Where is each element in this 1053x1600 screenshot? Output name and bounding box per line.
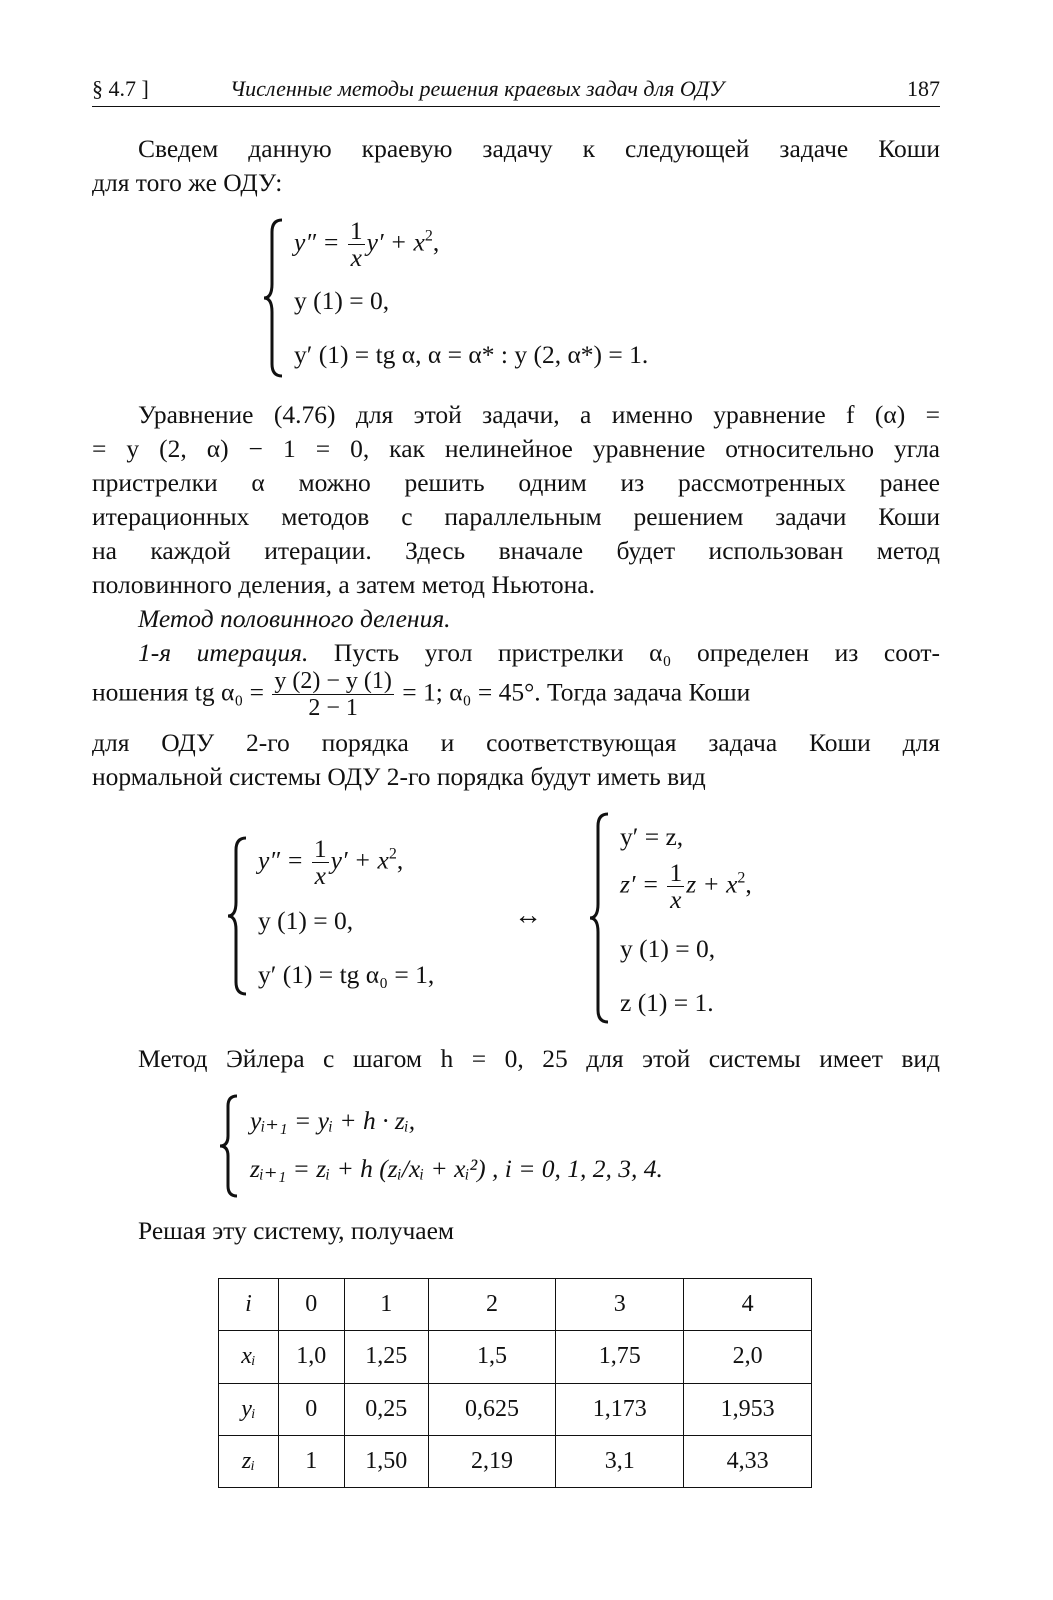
paragraph-2-cont	[92, 432, 940, 602]
text-line: = y (2, α) − 1 = 0, как нелинейное уравнение относительно угла	[92, 434, 940, 463]
table-cell: 0,625	[428, 1383, 556, 1435]
equation-system-2-left	[226, 836, 516, 996]
equation-system-1	[262, 218, 782, 378]
equation-row: y′ (1) = tg α₀ = 1,	[258, 960, 435, 989]
table-cell: 0,25	[344, 1383, 428, 1435]
table-cell: xᵢ	[219, 1331, 279, 1383]
paragraph-3	[92, 636, 940, 670]
paragraph-5: Решая эту систему, получаем	[138, 1216, 455, 1245]
equation-system-2-right	[588, 812, 828, 1024]
table-row	[219, 1331, 812, 1383]
table-row	[219, 1435, 812, 1487]
paragraph-3-cont	[92, 726, 940, 794]
method-heading: Метод половинного деления.	[138, 604, 451, 633]
equation-row: y′ (1) = tg α, α = α* : y (2, α*) = 1.	[294, 340, 649, 369]
table-cell: yᵢ	[219, 1383, 279, 1435]
left-brace	[218, 1094, 240, 1198]
table-cell: 2	[428, 1279, 556, 1331]
text-line: для того же ОДУ:	[92, 168, 283, 197]
text-line: 1-я итерация. Пусть угол пристрелки α₀ определен из соот-	[138, 638, 940, 667]
table-cell: 3	[556, 1279, 684, 1331]
text-line: итерационных методов с параллельным решением задачи Коши	[92, 502, 940, 531]
table-cell: 2,19	[428, 1435, 556, 1487]
equation-row: zᵢ₊₁ = zᵢ + h (zᵢ/xᵢ + xᵢ²) , i = 0, 1, 2, 3, 4.	[250, 1154, 663, 1183]
equivalence-arrow: ↔	[514, 900, 542, 931]
table-cell: 2,0	[684, 1331, 812, 1383]
table-cell: 1	[278, 1435, 344, 1487]
paragraph-2	[92, 398, 940, 432]
equation-row: z (1) = 1.	[620, 988, 714, 1017]
text-line: пристрелки α можно решить одним из рассмотренных ранее	[92, 468, 940, 497]
table-cell: 1,75	[556, 1331, 684, 1383]
table-cell: 1,25	[344, 1331, 428, 1383]
equation-row: y″ = $\frac{1}{x}$ $y' + x^2$,	[258, 834, 404, 890]
table-cell: zᵢ	[219, 1435, 279, 1487]
equation-row: z′ = $\frac{1}{x}$ $z + x^2$,	[620, 858, 752, 914]
page-header	[92, 72, 940, 107]
table-cell: 3,1	[556, 1435, 684, 1487]
text-line: Сведем данную краевую задачу к следующей задаче Коши	[138, 134, 940, 163]
equation-row: yᵢ₊₁ = yᵢ + h · zᵢ,	[250, 1106, 416, 1135]
paragraph-intro-cont	[92, 166, 940, 200]
table-cell: 1,173	[556, 1383, 684, 1435]
text-line: для ОДУ 2-го порядка и соответствующая задача Коши для	[92, 728, 940, 757]
running-title: Численные методы решения краевых задач для ОДУ	[230, 76, 725, 101]
page-number: 187	[907, 76, 940, 101]
table-row	[219, 1383, 812, 1435]
table-cell: 1,0	[278, 1331, 344, 1383]
left-brace	[226, 836, 250, 996]
text-line: Метод Эйлера с шагом h = 0, 25 для этой системы имеет вид	[138, 1044, 940, 1073]
table-cell: 1,50	[344, 1435, 428, 1487]
text-line: половинного деления, а затем метод Ньютона.	[92, 570, 596, 599]
table-cell: 1,5	[428, 1331, 556, 1383]
section-number: § 4.7 ]	[92, 76, 149, 101]
equation-row: y″ = $\frac{1}{x}$ $y' + x^2$,	[294, 216, 440, 272]
text-line: Уравнение (4.76) для этой задачи, а именно уравнение f (α) =	[138, 400, 940, 429]
left-brace	[588, 812, 612, 1024]
table-cell: 0	[278, 1383, 344, 1435]
text-line: на каждой итерации. Здесь вначале будет использован метод	[92, 536, 940, 565]
table-cell: 1	[344, 1279, 428, 1331]
equation-row: y (1) = 0,	[294, 286, 390, 315]
paragraph-4	[92, 1042, 940, 1076]
table-cell: 4,33	[684, 1435, 812, 1487]
table-cell: i	[219, 1279, 279, 1331]
paragraph-3-fraction-line: ношения tg α₀ = $\frac{y (2) - y (1)}{2 - 1}$ = 1; α₀ = 45°. Тогда задача Коши	[92, 668, 751, 721]
table-cell: 1,953	[684, 1383, 812, 1435]
table-cell: 0	[278, 1279, 344, 1331]
table-cell: 4	[684, 1279, 812, 1331]
equation-row: y′ = z,	[620, 822, 684, 851]
euler-system	[218, 1094, 838, 1198]
text-line: нормальной системы ОДУ 2-го порядка будут иметь вид	[92, 762, 706, 791]
table-header-row	[219, 1279, 812, 1331]
equation-row: y (1) = 0,	[258, 906, 354, 935]
paragraph-intro	[92, 132, 940, 166]
results-table	[218, 1278, 812, 1488]
equation-row: y (1) = 0,	[620, 934, 716, 963]
left-brace	[262, 218, 286, 378]
